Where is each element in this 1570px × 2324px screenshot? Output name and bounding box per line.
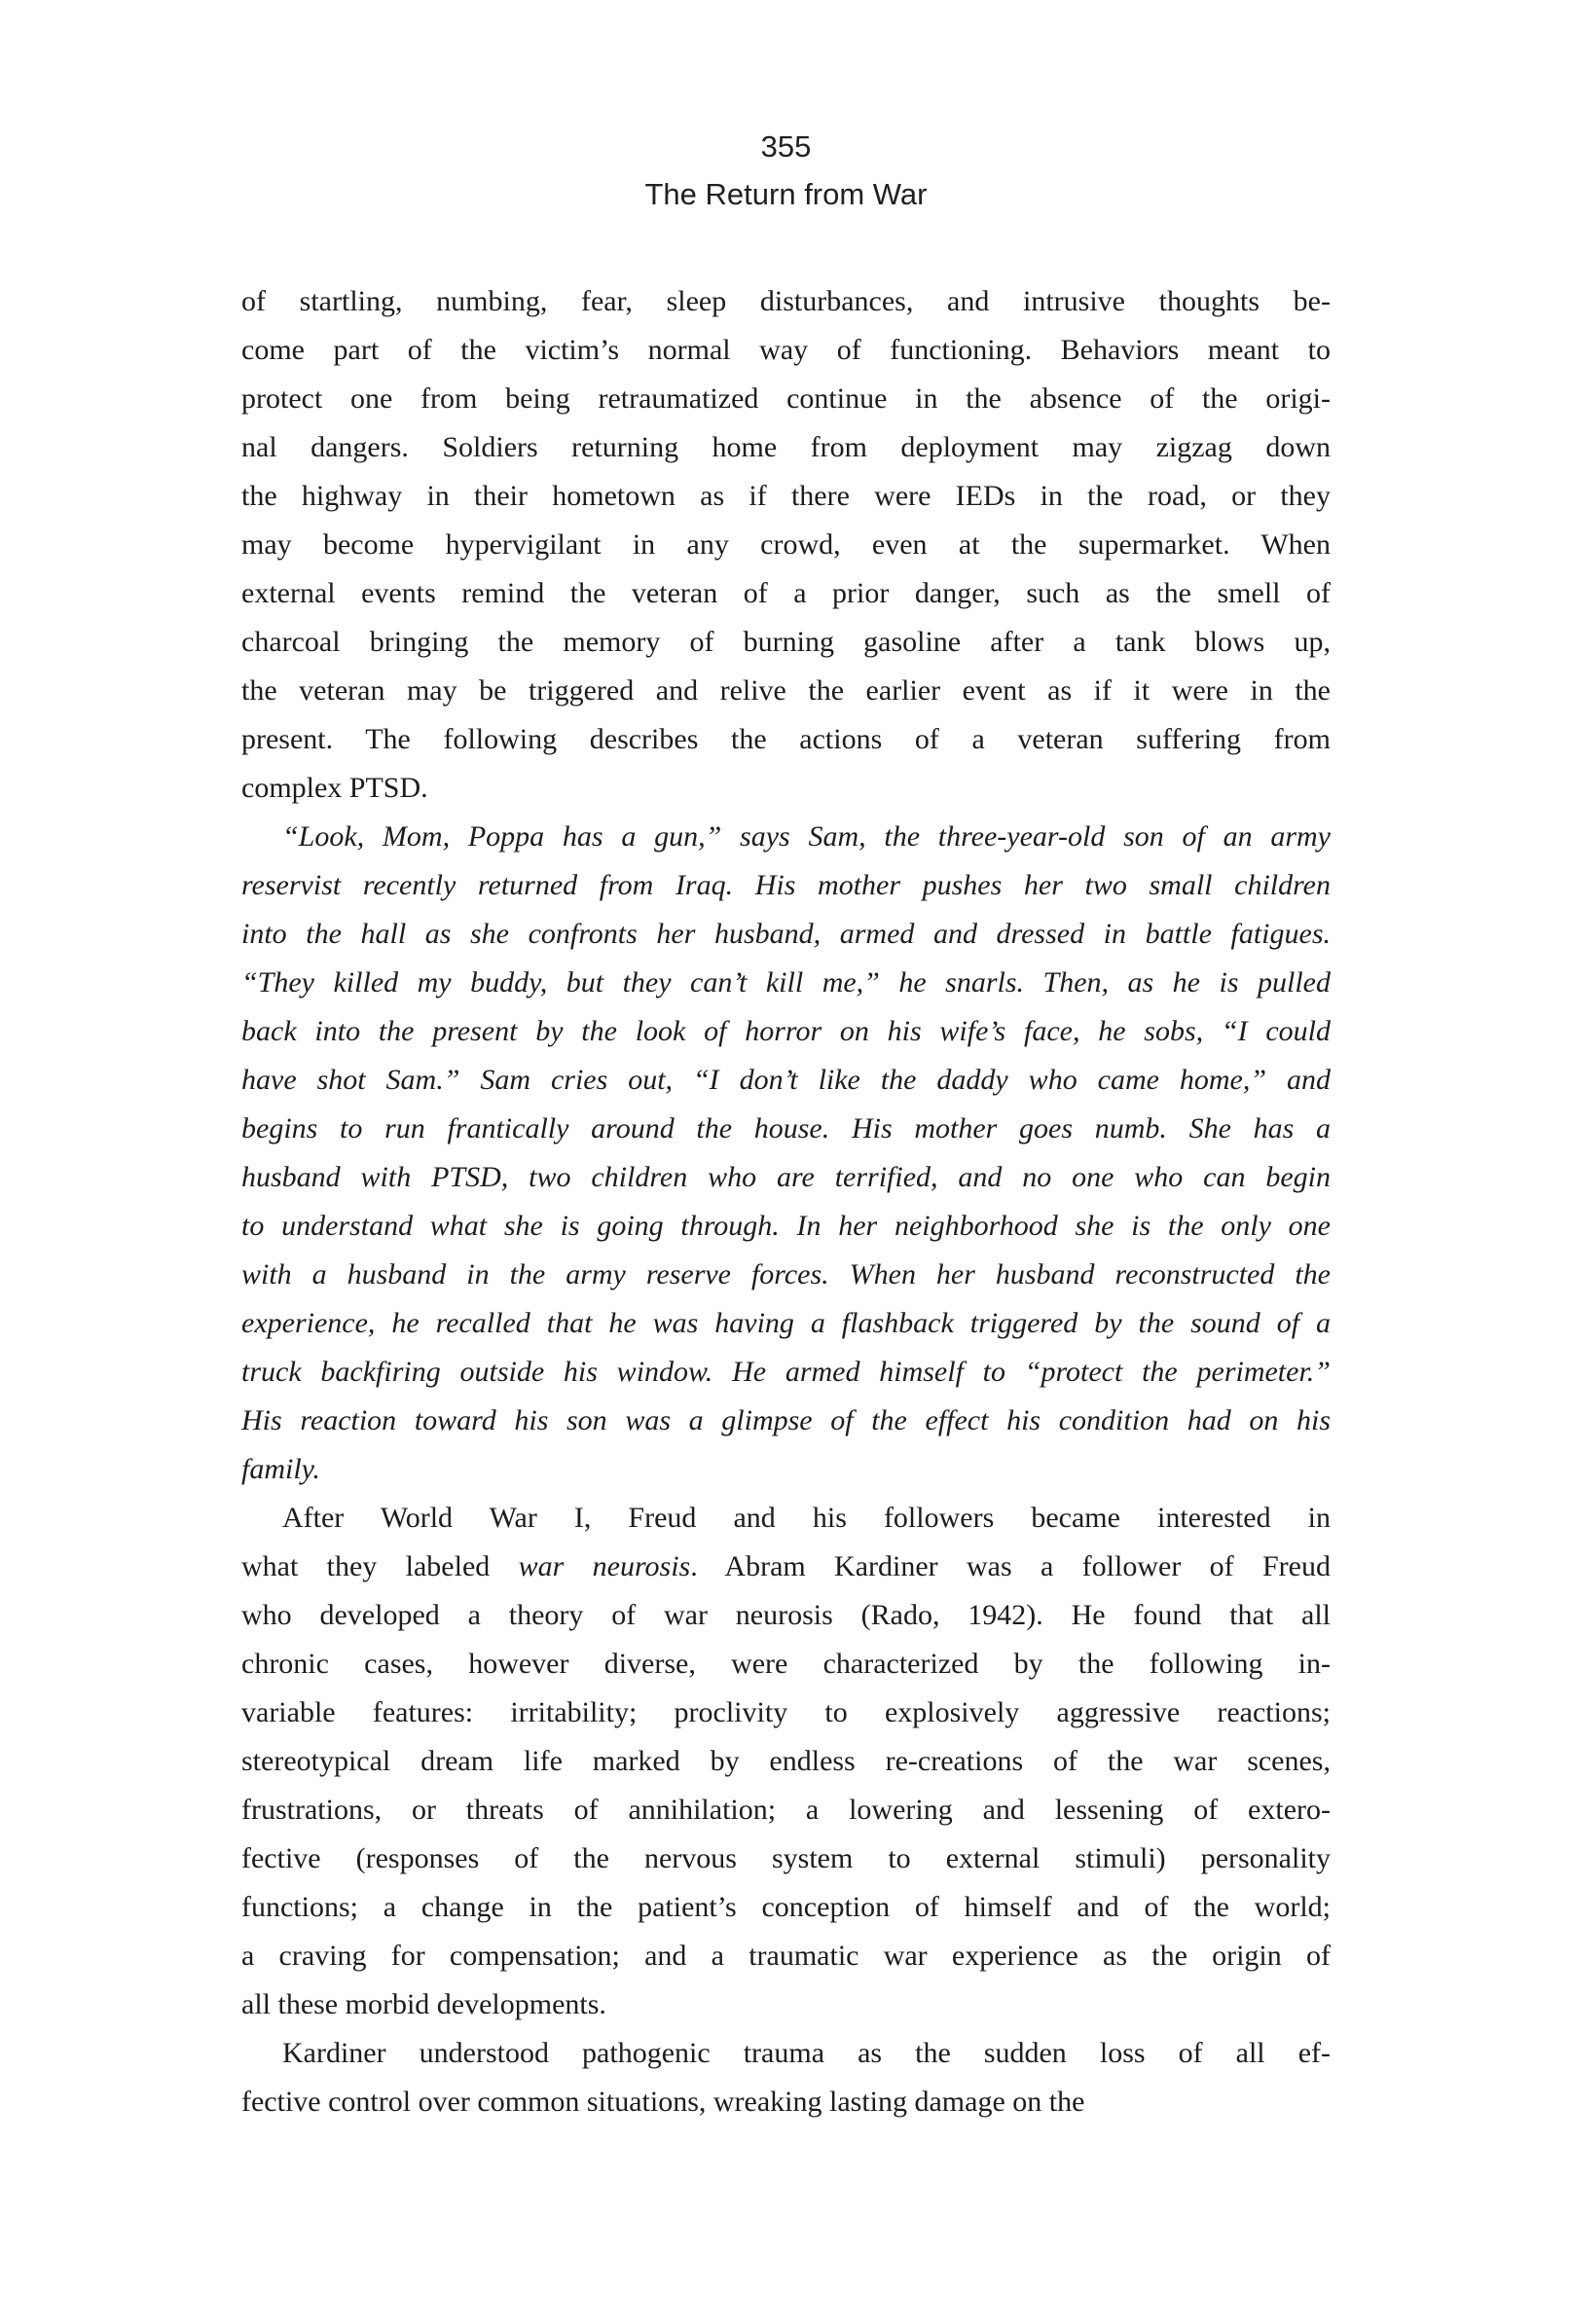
text-line: a craving for compensation; and a traumatic war experience as the origin of (241, 1940, 1331, 1972)
text-line: back into the present by the look of horror on his wife’s face, he sobs, “I could (241, 1015, 1331, 1047)
text-line: nal dangers. Soldiers returning home from deployment may zigzag down (241, 431, 1331, 463)
text-line: variable features: irritability; proclivity to explosively aggressive reactions; (241, 1696, 1331, 1728)
text-line: the veteran may be triggered and relive the earlier event as if it were in the (241, 674, 1331, 707)
page-number: 355 (760, 129, 812, 163)
text-line: fective control over common situations, wreaking lasting damage on the (241, 2086, 1085, 2118)
text-line: who developed a theory of war neurosis (Rado, 1942). He found that all (241, 1599, 1331, 1631)
text-line: into the hall as she confronts her husband, armed and dressed in battle fatigues. (241, 918, 1331, 950)
running-head: The Return from War (644, 177, 928, 211)
text-line: of startling, numbing, fear, sleep disturbances, and intrusive thoughts be- (241, 285, 1331, 317)
text-line: present. The following describes the actions of a veteran suffering from (241, 723, 1331, 755)
text-line: His reaction toward his son was a glimpse of the effect his condition had on his (241, 1404, 1331, 1436)
text-line: “They killed my buddy, but they can’t kill me,” he snarls. Then, as he is pulled (241, 966, 1331, 999)
paragraph (241, 277, 1331, 813)
text-line: functions; a change in the patient’s conception of himself and of the world; (241, 1891, 1331, 1923)
text-line: frustrations, or threats of annihilation; a lowering and lessening of extero- (241, 1794, 1331, 1826)
paragraph (241, 813, 1331, 1494)
text-line: protect one from being retraumatized continue in the absence of the origi- (241, 382, 1331, 415)
text-line: chronic cases, however diverse, were characterized by the following in- (241, 1648, 1331, 1680)
text-line: to understand what she is going through. In her neighborhood she is the only one (241, 1210, 1331, 1242)
text-line: may become hypervigilant in any crowd, even at the supermarket. When (241, 528, 1331, 561)
text-line: have shot Sam.” Sam cries out, “I don’t like the daddy who came home,” and (241, 1064, 1331, 1096)
text-line: all these morbid developments. (241, 1988, 606, 2020)
text-line: After World War I, Freud and his followers became interested in (282, 1502, 1331, 1534)
text-line: experience, he recalled that he was having a flashback triggered by the sound of a (241, 1307, 1331, 1339)
text-line: complex PTSD. (241, 772, 428, 804)
paragraph (241, 2029, 1331, 2126)
text-line: stereotypical dream life marked by endless re-creations of the war scenes, (241, 1745, 1331, 1777)
text-line: husband with PTSD, two children who are terrified, and no one who can begin (241, 1161, 1331, 1193)
text-line: fective (responses of the nervous system to external stimuli) personality (241, 1842, 1331, 1874)
text-line: truck backfiring outside his window. He armed himself to “protect the perimeter.” (241, 1356, 1331, 1388)
text-line: family. (241, 1453, 320, 1485)
text-line: begins to run frantically around the house. His mother goes numb. She has a (241, 1112, 1331, 1144)
body-text (241, 277, 1331, 2126)
text-line: reservist recently returned from Iraq. His mother pushes her two small children (241, 869, 1331, 901)
text-line: come part of the victim’s normal way of functioning. Behaviors meant to (241, 334, 1331, 366)
text-line: external events remind the veteran of a prior danger, such as the smell of (241, 577, 1331, 609)
text-line: charcoal bringing the memory of burning gasoline after a tank blows up, (241, 626, 1331, 658)
text-line: with a husband in the army reserve forces. When her husband reconstructed the (241, 1258, 1331, 1290)
text-line: what they labeled war neurosis. Abram Kardiner was a follower of Freud (241, 1550, 1331, 1582)
text-line: Kardiner understood pathogenic trauma as the sudden loss of all ef- (282, 2037, 1331, 2069)
text-line: the highway in their hometown as if there were IEDs in the road, or they (241, 480, 1331, 512)
paragraph (241, 1494, 1331, 2029)
text-line: “Look, Mom, Poppa has a gun,” says Sam, the three-year-old son of an army (282, 820, 1331, 853)
